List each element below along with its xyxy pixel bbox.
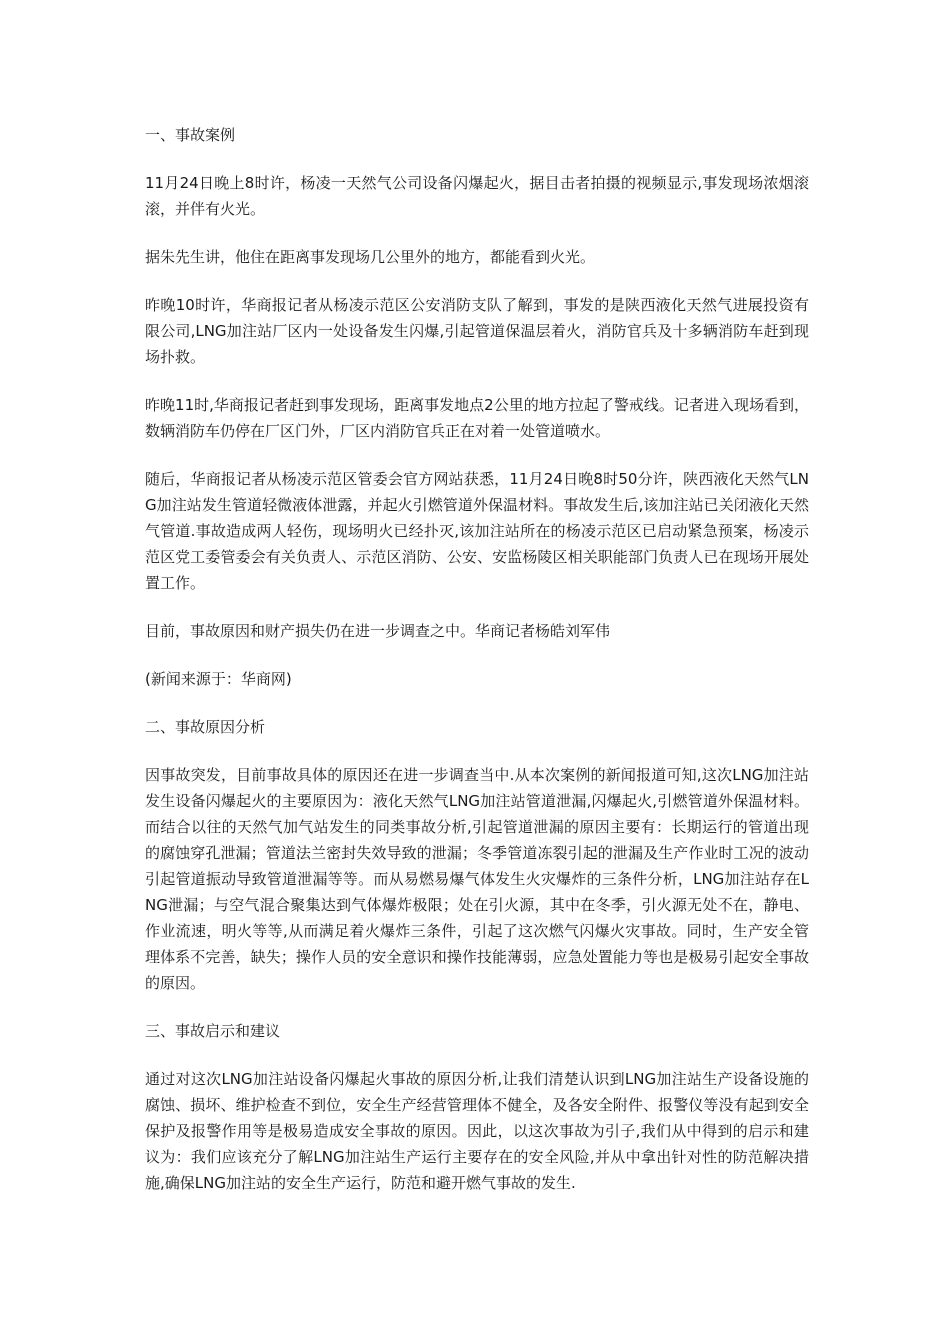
document-body [145, 122, 809, 1218]
section-heading-case: 一、事故案例 [145, 126, 236, 144]
paragraph-scene-report: 昨晚11时,华商报记者赶到事发现场，距离事发地点2公里的地方拉起了警戒线。记者进入现场看到，数辆消防车仍停在厂区门外，厂区内消防官兵正在对着一处管道喷水。 [145, 396, 809, 440]
paragraph-news-source: (新闻来源于：华商网) [145, 670, 292, 688]
paragraph-official-statement: 随后，华商报记者从杨凌示范区管委会官方网站获悉，11月24日晚8时50分许，陕西液化天然气LNG加注站发生管道轻微液体泄露，并起火引燃管道外保温材料。事故发生后,该加注站已关闭液化天然气管道.事故造成两人轻伤，现场明火已经扑灭,该加注站所在的杨凌示范区已启动紧急预案，杨凌示范区党工委管委会有关负责人、示范区消防、公安、安监杨陵区相关职能部门负责人已在现场开展处置工作。 [145, 470, 809, 592]
paragraph-incident-summary: 11月24日晚上8时许，杨凌一天然气公司设备闪爆起火，据目击者拍摄的视频显示,事发现场浓烟滚滚，并伴有火光。 [145, 174, 809, 218]
paragraph-fire-department: 昨晚10时许，华商报记者从杨凌示范区公安消防支队了解到，事发的是陕西液化天然气进展投资有限公司,LNG加注站厂区内一处设备发生闪爆,引起管道保温层着火，消防官兵及十多辆消防车赶到现场扑救。 [145, 296, 809, 366]
paragraph-cause-analysis: 因事故突发，目前事故具体的原因还在进一步调查当中.从本次案例的新闻报道可知,这次LNG加注站发生设备闪爆起火的主要原因为：液化天然气LNG加注站管道泄漏,闪爆起火,引燃管道外保温材料。而结合以往的天然气加气站发生的同类事故分析,引起管道泄漏的原因主要有：长期运行的管道出现的腐蚀穿孔泄漏；管道法兰密封失效导致的泄漏；冬季管道冻裂引起的泄漏及生产作业时工况的波动引起管道振动导致管道泄漏等等。而从易燃易爆气体发生火灾爆炸的三条件分析，LNG加注站存在LNG泄漏；与空气混合聚集达到气体爆炸极限；处在引火源，其中在冬季，引火源无处不在，静电、作业流速，明火等等,从而满足着火爆炸三条件，引起了这次燃气闪爆火灾事故。同时，生产安全管理体系不完善，缺失；操作人员的安全意识和操作技能薄弱，应急处置能力等也是极易引起安全事故的原因。 [145, 766, 809, 992]
paragraph-investigation: 目前，事故原因和财产损失仍在进一步调查之中。华商记者杨皓刘军伟 [145, 622, 611, 640]
paragraph-witness: 据朱先生讲，他住在距离事发现场几公里外的地方，都能看到火光。 [145, 248, 596, 266]
section-heading-cause-analysis: 二、事故原因分析 [145, 718, 266, 736]
section-heading-recommendations: 三、事故启示和建议 [145, 1022, 281, 1040]
paragraph-recommendations: 通过对这次LNG加注站设备闪爆起火事故的原因分析,让我们清楚认识到LNG加注站生产设备设施的腐蚀、损坏、维护检查不到位，安全生产经营管理体不健全，及各安全附件、报警仪等没有起到安全保护及报警作用等是极易造成安全事故的原因。因此，以这次事故为引子,我们从中得到的启示和建议为：我们应该充分了解LNG加注站生产运行主要存在的安全风险,并从中拿出针对性的防范解决措施,确保LNG加注站的安全生产运行，防范和避开燃气事故的发生. [145, 1070, 809, 1192]
